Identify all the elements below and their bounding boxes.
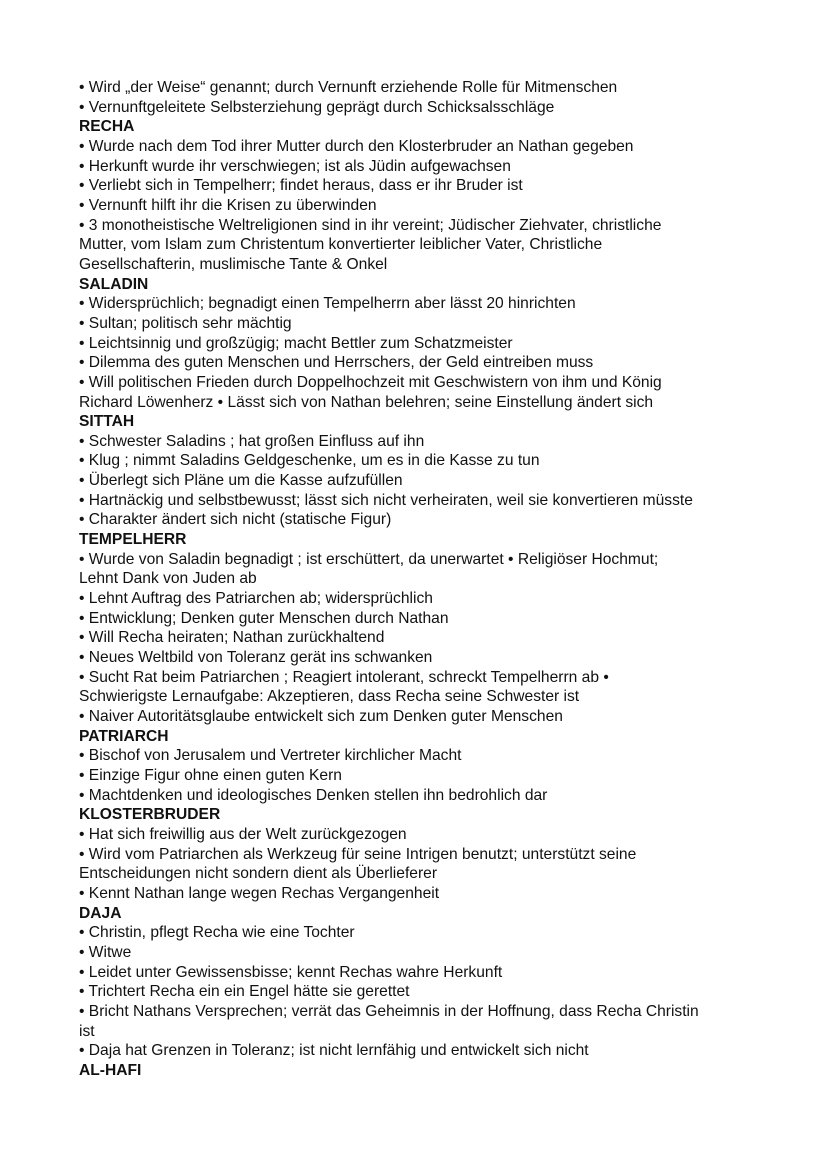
text-line: • Klug ; nimmt Saladins Geldgeschenke, um es in die Kasse zu tun — [79, 452, 540, 470]
text-line: • Vernunft hilft ihr die Krisen zu überwinden — [79, 196, 377, 214]
text-line: • Trichtert Recha ein ein Engel hätte sie gerettet — [79, 983, 410, 1001]
text-line: • Hat sich freiwillig aus der Welt zurückgezogen — [79, 825, 407, 843]
text-line: • Charakter ändert sich nicht (statische Figur) — [79, 511, 392, 529]
text-line: Lehnt Dank von Juden ab — [79, 570, 257, 588]
text-line: • Verliebt sich in Tempelherr; findet heraus, dass er ihr Bruder ist — [79, 177, 523, 195]
section-heading: SALADIN — [79, 275, 149, 293]
text-line: • Daja hat Grenzen in Toleranz; ist nicht lernfähig und entwickelt sich nicht — [79, 1042, 589, 1060]
text-line: • Neues Weltbild von Toleranz gerät ins schwanken — [79, 649, 433, 667]
text-line: • Entwicklung; Denken guter Menschen durch Nathan — [79, 609, 449, 627]
text-line: • Leidet unter Gewissensbisse; kennt Rechas wahre Herkunft — [79, 963, 503, 981]
text-line: • Vernunftgeleitete Selbsterziehung geprägt durch Schicksalsschläge — [79, 98, 555, 116]
text-line: Entscheidungen nicht sondern dient als Überlieferer — [79, 865, 438, 883]
section-heading: PATRIARCH — [79, 727, 169, 745]
text-line: • Naiver Autoritätsglaube entwickelt sich zum Denken guter Menschen — [79, 708, 563, 725]
text-line: • Wurde nach dem Tod ihrer Mutter durch den Klosterbruder an Nathan gegeben — [79, 137, 634, 155]
text-line: ist — [79, 1022, 95, 1040]
section-heading: KLOSTERBRUDER — [79, 806, 221, 824]
document-body — [79, 78, 759, 1080]
section-heading: AL-HAFI — [79, 1061, 142, 1079]
text-line: • Bricht Nathans Versprechen; verrät das Geheimnis in der Hoffnung, dass Recha Christin — [79, 1002, 699, 1020]
section-heading: SITTAH — [79, 413, 135, 431]
text-line: • 3 monotheistische Weltreligionen sind in ihr vereint; Jüdischer Ziehvater, christliche — [79, 216, 662, 234]
text-line: • Will politischen Frieden durch Doppelhochzeit mit Geschwistern von ihm und König — [79, 373, 662, 391]
text-line: • Kennt Nathan lange wegen Rechas Vergangenheit — [79, 884, 440, 902]
section-heading: DAJA — [79, 904, 122, 922]
text-line: Richard Löwenherz • Lässt sich von Nathan belehren; seine Einstellung ändert sich — [79, 393, 654, 411]
text-line: • Witwe — [79, 943, 132, 961]
section-heading: TEMPELHERR — [79, 531, 187, 549]
text-line: • Bischof von Jerusalem und Vertreter kirchlicher Macht — [79, 747, 462, 765]
text-line: • Einzige Figur ohne einen guten Kern — [79, 766, 342, 784]
text-line: • Sultan; politisch sehr mächtig — [79, 314, 292, 332]
text-line: • Leichtsinnig und großzügig; macht Bettler zum Schatzmeister — [79, 334, 513, 352]
text-line: • Christin, pflegt Recha wie eine Tochter — [79, 924, 355, 942]
text-line: Gesellschafterin, muslimische Tante & Onkel — [79, 255, 388, 273]
text-line: • Sucht Rat beim Patriarchen ; Reagiert intolerant, schreckt Tempelherrn ab • — [79, 668, 609, 686]
section-heading: RECHA — [79, 118, 135, 136]
text-line: • Widersprüchlich; begnadigt einen Tempelherrn aber lässt 20 hinrichten — [79, 295, 576, 313]
text-line: • Wird vom Patriarchen als Werkzeug für seine Intrigen benutzt; unterstützt seine — [79, 845, 637, 863]
text-line: Schwierigste Lernaufgabe: Akzeptieren, dass Recha seine Schwester ist — [79, 688, 580, 706]
text-line: • Will Recha heiraten; Nathan zurückhaltend — [79, 629, 385, 647]
text-line: • Überlegt sich Pläne um die Kasse aufzufüllen — [79, 472, 403, 490]
text-line: • Schwester Saladins ; hat großen Einfluss auf ihn — [79, 432, 425, 450]
text-line: • Lehnt Auftrag des Patriarchen ab; widersprüchlich — [79, 590, 433, 608]
text-line: • Dilemma des guten Menschen und Herrschers, der Geld eintreiben muss — [79, 354, 594, 372]
text-line: • Herkunft wurde ihr verschwiegen; ist als Jüdin aufgewachsen — [79, 157, 511, 175]
text-line: • Wurde von Saladin begnadigt ; ist erschüttert, da unerwartet • Religiöser Hochmut; — [79, 550, 659, 568]
text-line: • Machtdenken und ideologisches Denken stellen ihn bedrohlich dar — [79, 786, 548, 804]
text-line: • Hartnäckig und selbstbewusst; lässt sich nicht verheiraten, weil sie konvertieren müsste — [79, 491, 693, 509]
text-line: Mutter, vom Islam zum Christentum konvertierter leiblicher Vater, Christliche — [79, 236, 603, 254]
text-line: • Wird „der Weise“ genannt; durch Vernunft erziehende Rolle für Mitmenschen — [79, 79, 618, 96]
